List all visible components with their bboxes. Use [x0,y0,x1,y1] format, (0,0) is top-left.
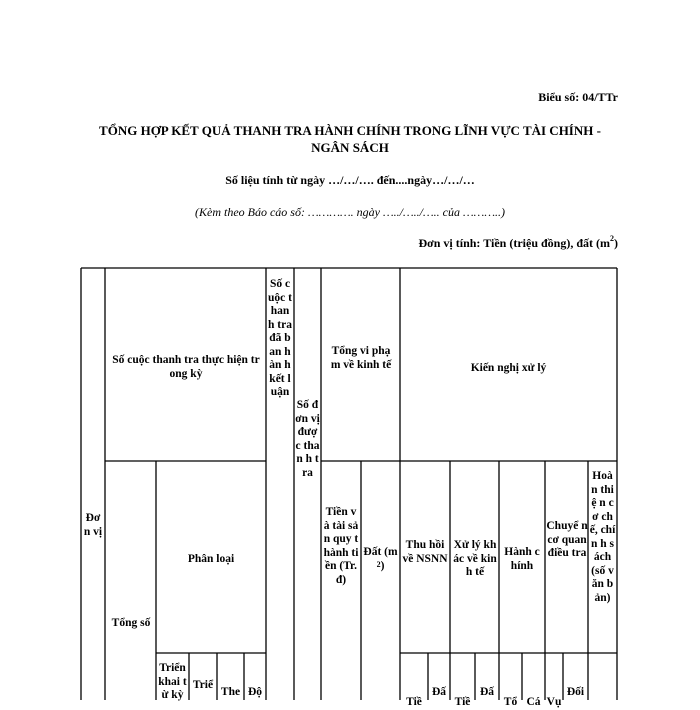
subheader-land-2: Đấ [479,686,495,698]
header-classify: Phân loại [187,553,235,565]
subheader-new: Triể [192,679,214,691]
header-land-prefix: Đất (m [363,546,398,558]
subheader-sudden: Độ [247,686,263,698]
subheader-org: Tổ [503,696,518,708]
header-units-inspected: Số đơn vị đượ c than h tra [295,399,320,479]
header-money: Tiền và tài sản quy thành tiền (Tr.đ) [323,506,359,586]
header-land [362,546,399,573]
title-line-1: TỔNG HỢP KẾT QUẢ THANH TRA HÀNH CHÍNH TRONG LĨNH VỰC TÀI CHÍNH - [99,123,601,138]
attachment-note: (Kèm theo Báo cáo số: …………. ngày …../…../….. của ………..) [195,205,505,219]
subheader-case: Vụ [546,696,562,708]
header-total-violation: Tổng vi phạm về kinh tế [330,345,392,371]
report-period: Số liệu tính từ ngày …/…/…. đến....ngày…/…/… [225,173,475,187]
header-inspections: Số cuộc thanh tra thực hiện trong kỳ [112,354,260,380]
header-land-suffix: ) [380,559,385,572]
subheader-land-1: Đấ [431,686,447,698]
form-code: Biểu số: 04/TTr [538,90,618,104]
header-admin: Hành chính [504,546,540,572]
header-concluded: Số cuộc than h tra đã ban hàn h kết luận [268,278,292,398]
unit-note-prefix: Đơn vị tính: Tiền (triệu đồng), đất (m [418,236,610,250]
header-other: Xử lý khác về kinh tế [453,539,497,578]
header-policy: Hoà n thiệ n cơ chế, chín h sách (số văn bản) [589,470,616,604]
title-line-2: NGÂN SÁCH [311,140,389,155]
header-recommend: Kiến nghị xử lý [470,362,547,374]
header-land-superscript: 2 [376,559,381,569]
header-unit: Đơ n vị [83,512,103,538]
header-transfer: Chuyể n cơ quan điều tra [546,520,588,559]
subheader-subject: Đối [566,686,585,698]
header-total: Tổng số [111,617,151,629]
unit-note-superscript: 2 [610,234,614,243]
header-recover: Thu hồi về NSNN [402,539,448,565]
subheader-money-2: Tiề [454,696,471,708]
subheader-plan: The [220,686,241,698]
unit-note-suffix: ) [614,236,618,250]
subheader-person: Cá [526,696,541,708]
subheader-money-1: Tiề [406,696,422,708]
subheader-ongoing: Triển khai từ kỳ [158,662,187,701]
